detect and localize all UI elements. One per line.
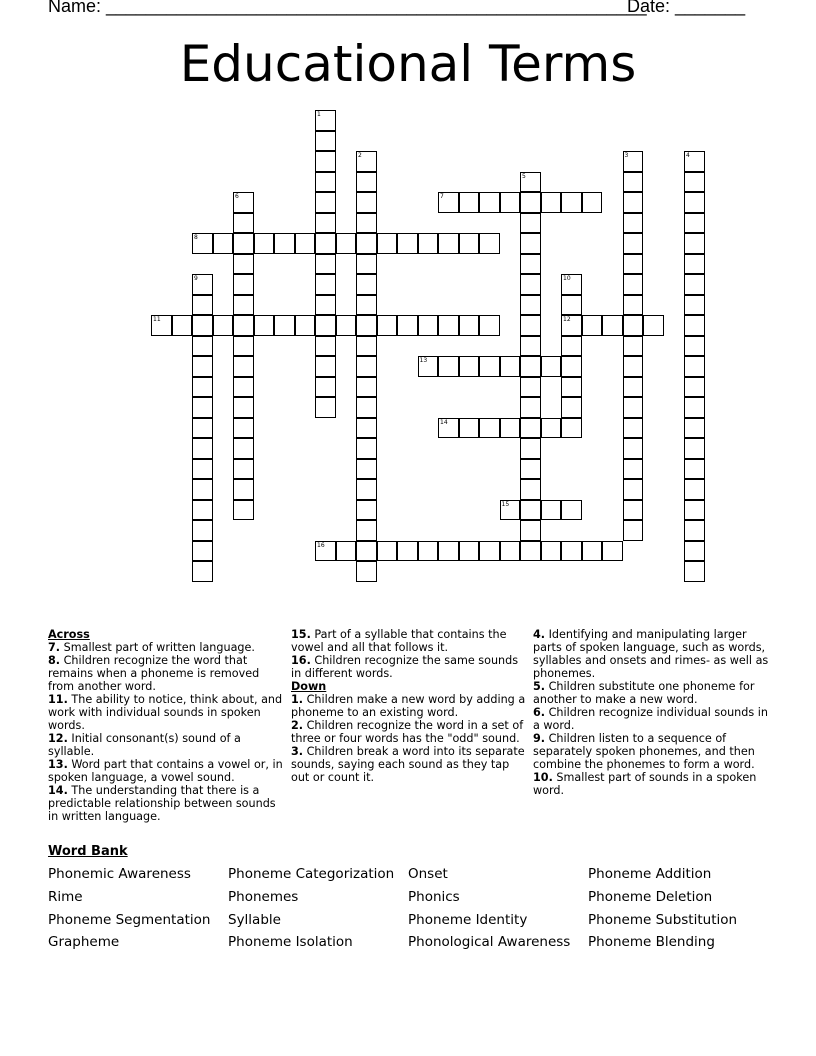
crossword-cell[interactable] [356, 315, 377, 336]
crossword-cell[interactable] [356, 459, 377, 480]
word-bank-item: Phoneme Deletion [588, 889, 713, 905]
clue-number: 13. [48, 758, 68, 771]
crossword-cell[interactable] [356, 192, 377, 213]
crossword-cell[interactable] [561, 356, 582, 377]
crossword-cell[interactable] [356, 254, 377, 275]
clue-number: 4. [533, 628, 546, 641]
crossword-cell[interactable] [561, 541, 582, 562]
crossword-cell[interactable] [520, 520, 541, 541]
crossword-cell[interactable] [315, 377, 336, 398]
crossword-cell[interactable] [520, 459, 541, 480]
crossword-cell[interactable] [192, 520, 213, 541]
crossword-cell[interactable] [274, 233, 295, 254]
crossword-cell[interactable] [684, 500, 705, 521]
cell-number: 11 [153, 316, 161, 323]
crossword-cell[interactable] [418, 233, 439, 254]
clue-text: Initial consonant(s) sound of a syllable. [48, 732, 241, 758]
clue-text: Smallest part of sounds in a spoken word. [533, 771, 757, 797]
crossword-cell[interactable] [541, 192, 562, 213]
date-field-label[interactable]: Date: _______ [627, 0, 746, 16]
crossword-cell[interactable] [520, 192, 541, 213]
cell-number: 8 [194, 234, 198, 241]
word-bank-item: Phonological Awareness [408, 934, 571, 950]
crossword-cell[interactable] [356, 213, 377, 234]
crossword-cell[interactable] [233, 254, 254, 275]
cell-number: 5 [522, 172, 526, 180]
crossword-cell[interactable] [356, 500, 377, 521]
cell-number: 16 [317, 541, 325, 549]
crossword-cell[interactable] [684, 520, 705, 541]
clue-down-6 [533, 706, 769, 732]
crossword-cell[interactable] [459, 192, 480, 213]
down-heading: Down [291, 680, 327, 693]
crossword-cell[interactable] [684, 479, 705, 500]
crossword-cell[interactable] [192, 233, 213, 254]
clue-number: 9. [533, 732, 546, 745]
cell-number: 2 [358, 152, 362, 159]
clue-text: Children recognize individual sounds in a word. [533, 706, 768, 732]
crossword-cell[interactable] [172, 315, 193, 336]
crossword-cell[interactable] [356, 541, 377, 562]
crossword-cell[interactable] [479, 315, 500, 336]
crossword-cell[interactable] [315, 541, 336, 562]
crossword-cell[interactable] [520, 438, 541, 459]
crossword-cell[interactable] [377, 541, 398, 562]
crossword-cell[interactable] [233, 336, 254, 357]
crossword-cell[interactable] [192, 418, 213, 439]
cell-number: 13 [419, 357, 428, 364]
crossword-cell[interactable] [520, 336, 541, 357]
cell-number: 1 [317, 111, 321, 118]
crossword-cell[interactable] [520, 500, 541, 521]
crossword-cell[interactable] [602, 541, 623, 562]
crossword-cell[interactable] [520, 356, 541, 377]
crossword-cell[interactable] [438, 315, 459, 336]
clues-column-1 [48, 628, 284, 823]
word-bank-item: Phoneme Identity [408, 912, 528, 928]
crossword-cell[interactable] [233, 459, 254, 480]
clue-across-7 [48, 641, 284, 654]
cell-number: 15 [501, 500, 510, 508]
crossword-cell[interactable] [623, 336, 644, 357]
crossword-cell[interactable] [623, 356, 644, 377]
crossword-cell[interactable] [356, 397, 377, 418]
clue-text: Children recognize the same sounds in different words. [291, 654, 519, 680]
crossword-cell[interactable] [623, 479, 644, 500]
crossword-cell[interactable] [623, 254, 644, 275]
crossword-cell[interactable] [356, 438, 377, 459]
crossword-cell[interactable] [623, 397, 644, 418]
clue-text: Identifying and manipulating larger parts of spoken language, such as words, syllables and onsets and rimes- as well as phonemes. [533, 628, 769, 680]
crossword-cell[interactable] [582, 541, 603, 562]
clue-number: 7. [48, 641, 61, 654]
word-bank-item: Onset [408, 866, 448, 882]
crossword-cell[interactable] [418, 315, 439, 336]
clue-number: 1. [291, 693, 304, 706]
crossword-cell[interactable] [356, 561, 377, 582]
crossword-cell[interactable] [274, 315, 295, 336]
crossword-cell[interactable] [192, 459, 213, 480]
crossword-cell[interactable] [336, 315, 357, 336]
crossword-cell[interactable] [520, 541, 541, 562]
clue-number: 14. [48, 784, 68, 797]
crossword-cell[interactable] [192, 295, 213, 316]
crossword-cell[interactable] [233, 377, 254, 398]
crossword-cell[interactable] [541, 500, 562, 521]
crossword-cell[interactable] [459, 356, 480, 377]
crossword-cell[interactable] [623, 274, 644, 295]
crossword-cell[interactable] [479, 233, 500, 254]
crossword-cell[interactable] [459, 541, 480, 562]
crossword-cell[interactable] [315, 254, 336, 275]
crossword-cell[interactable] [315, 274, 336, 295]
word-bank-item: Phonemes [228, 889, 299, 905]
crossword-cell[interactable] [684, 315, 705, 336]
crossword-cell[interactable] [438, 233, 459, 254]
cell-number: 7 [440, 193, 444, 200]
crossword-cell[interactable] [479, 418, 500, 439]
crossword-cell[interactable] [623, 192, 644, 213]
crossword-cell[interactable] [356, 479, 377, 500]
crossword-cell[interactable] [561, 315, 582, 336]
crossword-cell[interactable] [479, 541, 500, 562]
crossword-cell[interactable] [541, 418, 562, 439]
clue-text: Part of a syllable that contains the vowel and all that follows it. [291, 628, 507, 654]
clue-across-11 [48, 693, 284, 732]
clue-number: 16. [291, 654, 311, 667]
word-bank-item: Phoneme Addition [588, 866, 712, 882]
crossword-cell[interactable] [520, 377, 541, 398]
clue-text: Children recognize the word in a set of three or four words has the "odd" sound. [291, 719, 524, 745]
crossword-cell[interactable] [295, 315, 316, 336]
crossword-cell[interactable] [233, 500, 254, 521]
clue-text: The ability to notice, think about, and work with individual sounds in spoken words. [48, 693, 283, 732]
crossword-cell[interactable] [233, 315, 254, 336]
crossword-cell[interactable] [561, 500, 582, 521]
crossword-cell[interactable] [520, 295, 541, 316]
crossword-cell[interactable] [623, 295, 644, 316]
crossword-cell[interactable] [192, 377, 213, 398]
crossword-cell[interactable] [561, 295, 582, 316]
crossword-cell[interactable] [623, 213, 644, 234]
crossword-cell[interactable] [623, 233, 644, 254]
crossword-cell[interactable] [623, 520, 644, 541]
crossword-cell[interactable] [397, 541, 418, 562]
crossword-cell[interactable] [233, 192, 254, 213]
word-bank-item: Rime [48, 889, 83, 905]
crossword-cell[interactable] [315, 151, 336, 172]
crossword-cell[interactable] [561, 418, 582, 439]
crossword-cell[interactable] [233, 438, 254, 459]
clue-text: Children substitute one phoneme for another to make a new word. [533, 680, 755, 706]
crossword-cell[interactable] [192, 274, 213, 295]
cell-number: 10 [563, 275, 571, 282]
crossword-cell[interactable] [192, 397, 213, 418]
crossword-cell[interactable] [356, 520, 377, 541]
crossword-cell[interactable] [684, 459, 705, 480]
clues-column-2 [291, 628, 527, 784]
crossword-cell[interactable] [315, 213, 336, 234]
crossword-cell[interactable] [356, 377, 377, 398]
clue-across-12 [48, 732, 284, 758]
crossword-cell[interactable] [192, 336, 213, 357]
crossword-cell[interactable] [315, 192, 336, 213]
crossword-cell[interactable] [520, 213, 541, 234]
crossword-cell[interactable] [684, 151, 705, 172]
clue-text: Children recognize the word that remains when a phoneme is removed from another word. [48, 654, 260, 693]
cell-number: 14 [440, 418, 448, 426]
crossword-cell[interactable] [623, 151, 644, 172]
crossword-cell[interactable] [500, 192, 521, 213]
crossword-cell[interactable] [520, 315, 541, 336]
crossword-cell[interactable] [684, 336, 705, 357]
crossword-cell[interactable] [500, 356, 521, 377]
crossword-cell[interactable] [315, 356, 336, 377]
clue-number: 6. [533, 706, 546, 719]
clue-number: 12. [48, 732, 68, 745]
word-bank-title: Word Bank [48, 844, 128, 859]
crossword-cell[interactable] [479, 192, 500, 213]
crossword-cell[interactable] [500, 418, 521, 439]
crossword-cell[interactable] [315, 233, 336, 254]
clue-down-2 [291, 719, 527, 745]
crossword-cell[interactable] [561, 397, 582, 418]
clue-text: Children break a word into its separate sounds, saying each sound as they tap out or count it. [291, 745, 525, 784]
crossword-cell[interactable] [295, 233, 316, 254]
crossword-cell[interactable] [623, 315, 644, 336]
crossword-cell[interactable] [684, 213, 705, 234]
crossword-cell[interactable] [418, 356, 439, 377]
crossword-cell[interactable] [356, 418, 377, 439]
crossword-cell[interactable] [233, 418, 254, 439]
crossword-cell[interactable] [684, 356, 705, 377]
crossword-cell[interactable] [377, 315, 398, 336]
crossword-cell[interactable] [397, 233, 418, 254]
crossword-cell[interactable] [233, 213, 254, 234]
crossword-cell[interactable] [192, 479, 213, 500]
clue-text: Word part that contains a vowel or, in spoken language, a vowel sound. [48, 758, 283, 784]
crossword-cell[interactable] [336, 541, 357, 562]
crossword-cell[interactable] [520, 172, 541, 193]
crossword-cell[interactable] [254, 233, 275, 254]
crossword-cell[interactable] [623, 418, 644, 439]
crossword-cell[interactable] [377, 233, 398, 254]
crossword-cell[interactable] [315, 336, 336, 357]
crossword-cell[interactable] [684, 438, 705, 459]
clue-text: Children listen to a sequence of separately spoken phonemes, and then combine the phonemes to form a word. [533, 732, 755, 771]
crossword-cell[interactable] [192, 315, 213, 336]
crossword-cell[interactable] [520, 479, 541, 500]
word-bank-item: Phonics [408, 889, 460, 905]
clue-number: 15. [291, 628, 311, 641]
crossword-cell[interactable] [684, 541, 705, 562]
crossword-cell[interactable] [500, 541, 521, 562]
crossword-cell[interactable] [254, 315, 275, 336]
crossword-cell[interactable] [684, 254, 705, 275]
clues-column-3 [533, 628, 769, 797]
crossword-cell[interactable] [623, 438, 644, 459]
crossword-cell[interactable] [336, 233, 357, 254]
crossword-cell[interactable] [459, 233, 480, 254]
crossword-cell[interactable] [233, 274, 254, 295]
clue-text: Children make a new word by adding a phoneme to an existing word. [291, 693, 526, 719]
word-bank-item: Phoneme Segmentation [48, 912, 211, 928]
crossword-cell[interactable] [684, 397, 705, 418]
crossword-cell[interactable] [438, 356, 459, 377]
crossword-cell[interactable] [520, 233, 541, 254]
word-bank-item: Phonemic Awareness [48, 866, 191, 882]
crossword-cell[interactable] [233, 356, 254, 377]
cell-number: 6 [235, 193, 239, 200]
crossword-cell[interactable] [500, 500, 521, 521]
word-bank-item: Grapheme [48, 934, 120, 950]
crossword-cell[interactable] [192, 438, 213, 459]
crossword-cell[interactable] [602, 315, 623, 336]
crossword-cell[interactable] [684, 561, 705, 582]
clue-down-4 [533, 628, 769, 680]
clue-across-15 [291, 628, 527, 654]
crossword-cell[interactable] [561, 336, 582, 357]
crossword-cell[interactable] [356, 233, 377, 254]
crossword-cell[interactable] [459, 315, 480, 336]
crossword-cell[interactable] [459, 418, 480, 439]
crossword-cell[interactable] [623, 172, 644, 193]
crossword-cell[interactable] [561, 274, 582, 295]
word-bank-item: Phoneme Isolation [228, 934, 353, 950]
clue-number: 3. [291, 745, 304, 758]
clue-number: 2. [291, 719, 304, 732]
crossword-cell[interactable] [684, 172, 705, 193]
crossword-cell[interactable] [356, 172, 377, 193]
crossword-cell[interactable] [315, 315, 336, 336]
crossword-cell[interactable] [684, 418, 705, 439]
crossword-cell[interactable] [623, 459, 644, 480]
crossword-cell[interactable] [233, 479, 254, 500]
crossword-cell[interactable] [520, 274, 541, 295]
crossword-cell[interactable] [192, 356, 213, 377]
clue-text: Smallest part of written language. [63, 641, 255, 654]
word-bank-item: Phoneme Blending [588, 934, 715, 950]
clue-across-14 [48, 784, 284, 823]
crossword-cell[interactable] [479, 356, 500, 377]
crossword-cell[interactable] [315, 397, 336, 418]
crossword-cell[interactable] [438, 192, 459, 213]
crossword-cell[interactable] [582, 192, 603, 213]
clue-down-5 [533, 680, 769, 706]
crossword-cell[interactable] [684, 295, 705, 316]
crossword-cell[interactable] [315, 110, 336, 131]
crossword-cell[interactable] [561, 377, 582, 398]
crossword-cell[interactable] [356, 336, 377, 357]
cell-number: 9 [194, 275, 198, 282]
crossword-cell[interactable] [561, 192, 582, 213]
crossword-cell[interactable] [438, 541, 459, 562]
crossword-cell[interactable] [315, 295, 336, 316]
clue-text: The understanding that there is a predictable relationship between sounds in written language. [48, 784, 276, 823]
clue-down-9 [533, 732, 769, 771]
clue-number: 11. [48, 693, 68, 706]
crossword-cell[interactable] [684, 233, 705, 254]
cell-number: 12 [563, 316, 571, 323]
cell-number: 3 [624, 152, 629, 159]
crossword-cell[interactable] [213, 233, 234, 254]
crossword-cell[interactable] [623, 377, 644, 398]
crossword-cell[interactable] [192, 500, 213, 521]
clue-across-13 [48, 758, 284, 784]
name-field-label[interactable]: Name: ______________________________________________________ [48, 0, 647, 16]
page-title: Educational Terms [179, 35, 637, 93]
crossword-cell[interactable] [541, 356, 562, 377]
crossword-cell[interactable] [643, 315, 664, 336]
crossword-cell[interactable] [315, 131, 336, 152]
cell-number: 4 [686, 152, 690, 159]
word-bank-item: Phoneme Substitution [588, 912, 738, 928]
crossword-cell[interactable] [438, 418, 459, 439]
clue-down-1 [291, 693, 527, 719]
clue-number: 5. [533, 680, 546, 693]
crossword-cell[interactable] [520, 397, 541, 418]
crossword-cell[interactable] [315, 172, 336, 193]
word-bank-item: Syllable [228, 912, 281, 928]
crossword-cell[interactable] [582, 315, 603, 336]
crossword-cell[interactable] [356, 295, 377, 316]
crossword-cell[interactable] [233, 295, 254, 316]
crossword-cell[interactable] [192, 561, 213, 582]
clue-number: 10. [533, 771, 553, 784]
crossword-cell[interactable] [684, 377, 705, 398]
crossword-cell[interactable] [356, 151, 377, 172]
across-heading: Across [48, 628, 90, 641]
clue-across-8 [48, 654, 284, 693]
crossword-cell[interactable] [192, 541, 213, 562]
crossword-cell[interactable] [684, 274, 705, 295]
crossword-cell[interactable] [623, 500, 644, 521]
clue-down-10 [533, 771, 769, 797]
crossword-cell[interactable] [397, 315, 418, 336]
crossword-cell[interactable] [213, 315, 234, 336]
crossword-cell[interactable] [520, 418, 541, 439]
crossword-cell[interactable] [356, 356, 377, 377]
crossword-cell[interactable] [151, 315, 172, 336]
clue-down-3 [291, 745, 527, 784]
clue-across-16 [291, 654, 527, 680]
crossword-cell[interactable] [520, 254, 541, 275]
crossword-cell[interactable] [418, 541, 439, 562]
clue-number: 8. [48, 654, 61, 667]
crossword-cell[interactable] [233, 233, 254, 254]
crossword-cell[interactable] [233, 397, 254, 418]
crossword-cell[interactable] [541, 541, 562, 562]
crossword-cell[interactable] [356, 274, 377, 295]
word-bank-item: Phoneme Categorization [228, 866, 395, 882]
crossword-cell[interactable] [684, 192, 705, 213]
